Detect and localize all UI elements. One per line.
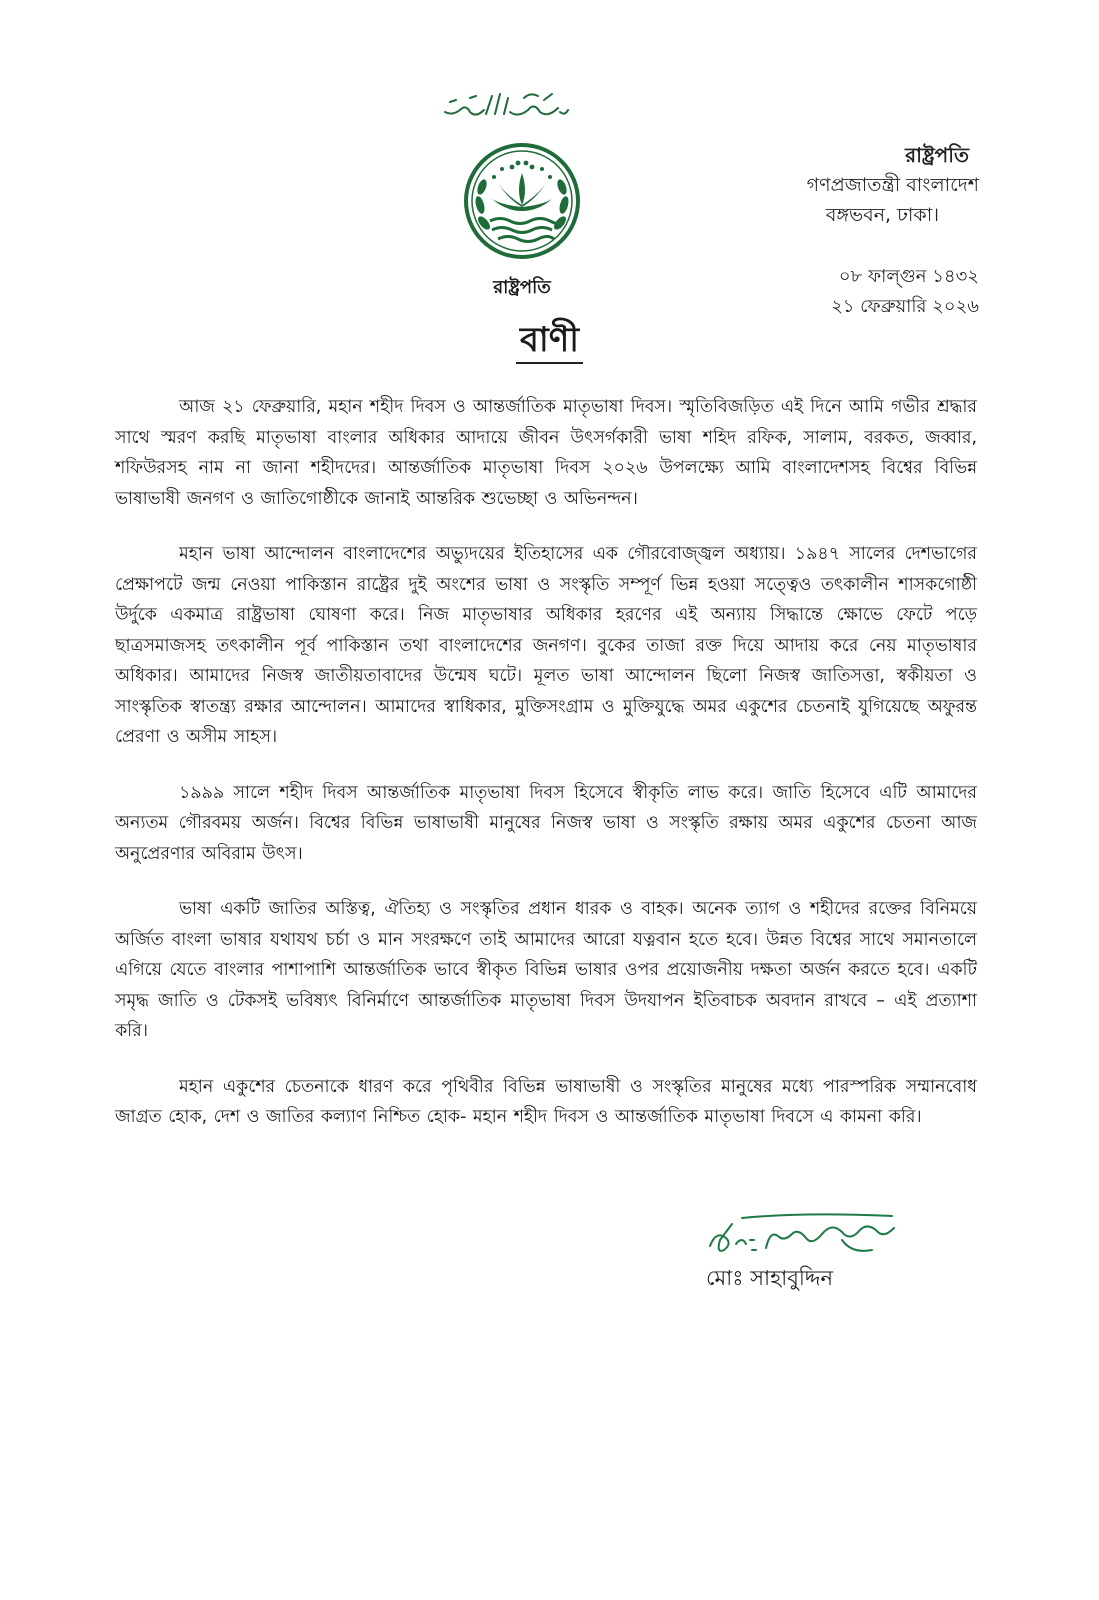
document-title: বাণী [516,320,583,364]
signature-block [700,1210,920,1300]
office-place: বঙ্গভবন, ঢাকা। [825,204,939,226]
date-gregorian: ২১ ফেব্রুয়ারি ২০২৬ [831,296,979,317]
paragraph: মহান একুশের চেতনাকে ধারণ করে পৃথিবীর বিভিন্ন ভাষাভাষী ও সংস্কৃতির মানুষের মধ্যে পারস্পরিক সম্মানবোধ জাগ্রত হোক, দেশ ও জাতির কল্যাণ নিশ্চিত হোক- মহান শহীদ দিবস ও আন্তর্জাতিক মাতৃভাষা দিবসে এ কামনা করি। [115,1076,977,1127]
paragraph: মহান ভাষা আন্দোলন বাংলাদেশের অভ্যুদয়ের ইতিহাসের এক গৌরবোজ্জ্বল অধ্যায়। ১৯৪৭ সালের দেশভাগের প্রেক্ষাপটে জন্ম নেওয়া পাকিস্তান রাষ্ট্রের দুই অংশের ভাষা ও সংস্কৃতি সম্পূর্ণ ভিন্ন হওয়া সত্ত্বেও তৎকালীন শাসকগোষ্ঠী উর্দুকে একমাত্র রাষ্ট্রভাষা ঘোষণা করে। নিজ মাতৃভাষার অধিকার হরণের এই অন্যায় সিদ্ধান্তে ক্ষোভে ফেটে পড়ে ছাত্রসমাজসহ তৎকালীন পূর্ব পাকিস্তান তথা বাংলাদেশের জনগণ। বুকের তাজা রক্ত দিয়ে আদায় করে নেয় মাতৃভাষার অধিকার। আমাদের নিজস্ব জাতীয়তাবাদের উন্মেষ ঘটে। মূলত ভাষা আন্দোলন ছিলো নিজস্ব জাতিসত্তা, স্বকীয়তা ও সাংস্কৃতিক স্বাতন্ত্র্য রক্ষার আন্দোলন। আমাদের স্বাধিকার, মুক্তিসংগ্রাম ও মুক্তিযুদ্ধে অমর একুশের চেতনাই যুগিয়েছে অফুরন্ত প্রেরণা ও অসীম সাহস। [115,544,977,747]
paragraph: ভাষা একটি জাতির অস্তিত্ব, ঐতিহ্য ও সংস্কৃতির প্রধান ধারক ও বাহক। অনেক ত্যাগ ও শহীদের রক্তের বিনিময়ে অর্জিত বাংলা ভাষার যথাযথ চর্চা ও মান সংরক্ষণে তাই আমাদের আরো যত্নবান হতে হবে। উন্নত বিশ্বের সাথে সমানতালে এগিয়ে যেতে বাংলার পাশাপাশি আন্তর্জাতিক ভাবে স্বীকৃত বিভিন্ন ভাষার ওপর প্রয়োজনীয় দক্ষতা অর্জন করতে হবে। একটি সমৃদ্ধ জাতি ও টেকসই ভবিষ্যৎ বিনির্মাণে আন্তর্জাতিক মাতৃভাষা দিবস উদযাপন ইতিবাচক অবদান রাখবে – এই প্রত্যাশা করি। [115,899,977,1041]
message-body [115,392,977,1158]
bismillah-calligraphy [440,88,570,122]
document-title-wrap [0,320,1099,364]
presidential-seal-emblem [462,143,582,323]
signer-name: মোঃ সাহাবুদ্দিন [706,1266,833,1290]
handwritten-signature [702,1210,907,1260]
paragraph: আজ ২১ ফেব্রুয়ারি, মহান শহীদ দিবস ও আন্তর্জাতিক মাতৃভাষা দিবস। স্মৃতিবিজড়িত এই দিনে আমি গভীর শ্রদ্ধার সাথে স্মরণ করছি মাতৃভাষা বাংলার অধিকার আদায়ে জীবন উৎসর্গকারী ভাষা শহিদ রফিক, সালাম, বরকত, জব্বার, শফিউরসহ নাম না জানা শহীদদের। আন্তর্জাতিক মাতৃভাষা দিবস ২০২৬ উপলক্ষ্যে আমি বাংলাদেশসহ বিশ্বের বিভিন্ন ভাষাভাষী জনগণ ও জাতিগোষ্ঠীকে জানাই আন্তরিক শুভেচ্ছা ও অভিনন্দন। [115,397,977,509]
paragraph: ১৯৯৯ সালে শহীদ দিবস আন্তর্জাতিক মাতৃভাষা দিবস হিসেবে স্বীকৃতি লাভ করে। জাতি হিসেবে এটি আমাদের অন্যতম গৌরবময় অর্জন। বিশ্বের বিভিন্ন ভাষাভাষী মানুষের নিজস্ব ভাষা ও সংস্কৃতি রক্ষায় অমর একুশের চেতনা আজ অনুপ্রেরণার অবিরাম উৎস। [115,782,977,864]
date-block [719,262,979,322]
office-country: গণপ্রজাতন্ত্রী বাংলাদেশ [806,174,979,196]
office-title: রাষ্ট্রপতি [905,143,969,167]
emblem-caption: রাষ্ট্রপতি [493,277,551,298]
date-bangla: ০৮ ফাল্গুন ১৪৩২ [838,266,979,287]
office-header [719,140,979,230]
